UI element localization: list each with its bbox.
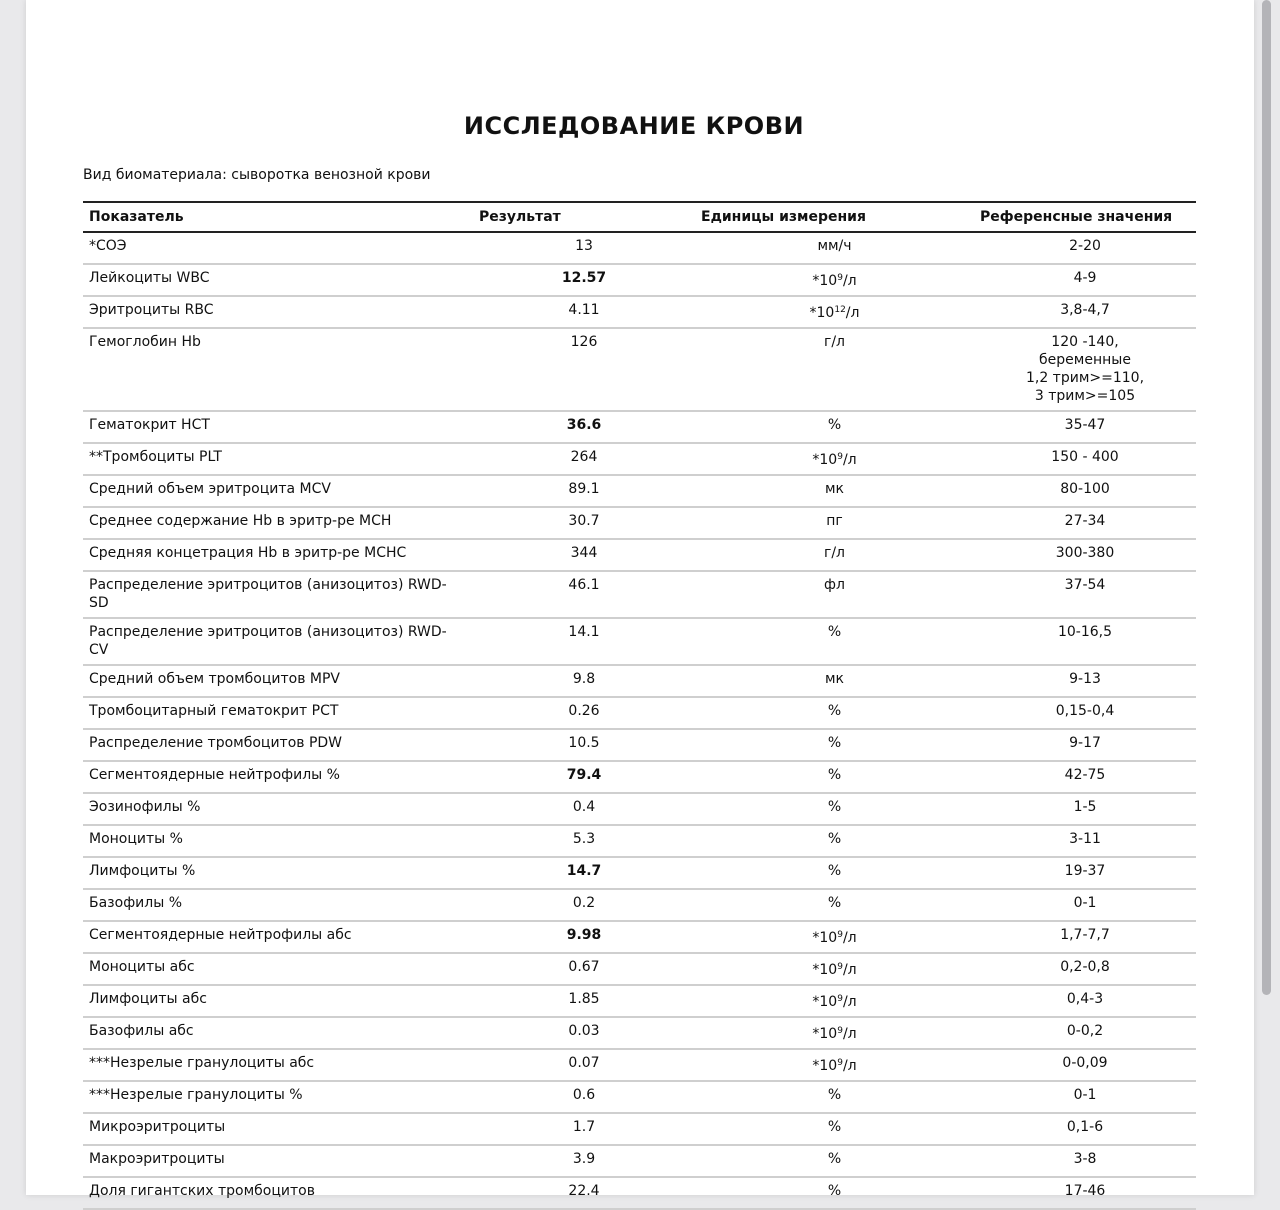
result-value: 0.6 (473, 1081, 695, 1113)
result-value: 0.2 (473, 889, 695, 921)
parameter-name: Лимфоциты % (83, 857, 473, 889)
unit-exponent: 12 (834, 305, 846, 315)
biomaterial-subtitle: Вид биоматериала: сыворотка венозной крови (83, 167, 431, 183)
unit-exponent: 9 (837, 452, 843, 462)
unit-value: $*10^9/л$ (695, 953, 974, 985)
unit-value: % (695, 825, 974, 857)
unit-value: % (695, 761, 974, 793)
table-row (83, 985, 1196, 1017)
reference-range: 42-75 (974, 761, 1196, 793)
parameter-name: Эозинофилы % (83, 793, 473, 825)
table-row (83, 1113, 1196, 1145)
reference-range: 150 - 400 (974, 443, 1196, 475)
unit-value: $*10^9/л$ (695, 443, 974, 475)
unit-value: г/л (695, 539, 974, 571)
unit-value: фл (695, 571, 974, 618)
reference-range: 0,1-6 (974, 1113, 1196, 1145)
unit-value: % (695, 411, 974, 443)
unit-value: пг (695, 507, 974, 539)
unit-value: $*10^9/л$ (695, 1017, 974, 1049)
parameter-name: Макроэритроциты (83, 1145, 473, 1177)
reference-range: 2-20 (974, 232, 1196, 264)
table-row (83, 1017, 1196, 1049)
result-value: 264 (473, 443, 695, 475)
parameter-name: Распределение эритроцитов (анизоцитоз) RWD- SD (83, 571, 473, 618)
result-value: 1.85 (473, 985, 695, 1017)
result-value: 10.5 (473, 729, 695, 761)
table-row (83, 1177, 1196, 1209)
parameter-name: Микроэритроциты (83, 1113, 473, 1145)
parameter-name: **Тромбоциты PLT (83, 443, 473, 475)
reference-range: 120 -140, беременные 1,2 трим>=110, 3 трим>=105 (974, 328, 1196, 411)
unit-value: % (695, 1145, 974, 1177)
result-value: 13 (473, 232, 695, 264)
parameter-name: Распределение эритроцитов (анизоцитоз) RWD- CV (83, 618, 473, 665)
unit-value: мм/ч (695, 232, 974, 264)
result-value: 14.1 (473, 618, 695, 665)
unit-value: $*10^9/л$ (695, 921, 974, 953)
parameter-name: Доля гигантских тромбоцитов (83, 1177, 473, 1209)
result-value: 12.57 (473, 264, 695, 296)
result-value: 5.3 (473, 825, 695, 857)
table-row (83, 857, 1196, 889)
result-value: 344 (473, 539, 695, 571)
unit-value: % (695, 1177, 974, 1209)
reference-range: 0,2-0,8 (974, 953, 1196, 985)
reference-range: 9-13 (974, 665, 1196, 697)
unit-value: % (695, 793, 974, 825)
parameter-name: Базофилы абс (83, 1017, 473, 1049)
parameter-name: Среднее содержание Hb в эритр-ре MCH (83, 507, 473, 539)
reference-range: 3,8-4,7 (974, 296, 1196, 328)
reference-range: 0,4-3 (974, 985, 1196, 1017)
unit-value: % (695, 1113, 974, 1145)
result-value: 3.9 (473, 1145, 695, 1177)
reference-range: 19-37 (974, 857, 1196, 889)
unit-value: % (695, 857, 974, 889)
reference-range: 3-11 (974, 825, 1196, 857)
unit-exponent: 9 (837, 962, 843, 972)
unit-exponent: 9 (837, 1058, 843, 1068)
result-value: 14.7 (473, 857, 695, 889)
parameter-name: *СОЭ (83, 232, 473, 264)
table-row (83, 1081, 1196, 1113)
result-value: 9.98 (473, 921, 695, 953)
reference-range: 4-9 (974, 264, 1196, 296)
reference-range: 9-17 (974, 729, 1196, 761)
unit-value: % (695, 729, 974, 761)
unit-value: г/л (695, 328, 974, 411)
reference-range: 0-1 (974, 1081, 1196, 1113)
unit-exponent: 9 (837, 273, 843, 283)
reference-range: 0-1 (974, 889, 1196, 921)
table-row (83, 296, 1196, 328)
vertical-scrollbar[interactable] (1262, 0, 1271, 995)
table-row (83, 729, 1196, 761)
table-header-row (83, 202, 1196, 232)
column-header-reference: Референсные значения (974, 202, 1196, 232)
parameter-name: Гематокрит HCT (83, 411, 473, 443)
result-value: 46.1 (473, 571, 695, 618)
unit-value: % (695, 618, 974, 665)
column-header-result: Результат (473, 202, 695, 232)
unit-value: % (695, 1081, 974, 1113)
unit-value: мк (695, 665, 974, 697)
table-row (83, 232, 1196, 264)
result-value: 79.4 (473, 761, 695, 793)
table-row (83, 507, 1196, 539)
table-row (83, 825, 1196, 857)
table-row (83, 697, 1196, 729)
table-row (83, 264, 1196, 296)
result-value: 9.8 (473, 665, 695, 697)
table-row (83, 475, 1196, 507)
result-value: 36.6 (473, 411, 695, 443)
unit-exponent: 9 (837, 1026, 843, 1036)
reference-range: 1,7-7,7 (974, 921, 1196, 953)
reference-range: 0-0,2 (974, 1017, 1196, 1049)
result-value: 0.03 (473, 1017, 695, 1049)
parameter-name: ***Незрелые гранулоциты абс (83, 1049, 473, 1081)
reference-range: 0,15-0,4 (974, 697, 1196, 729)
unit-value: $*10^9/л$ (695, 1049, 974, 1081)
reference-range: 35-47 (974, 411, 1196, 443)
parameter-name: Средний объем эритроцита MCV (83, 475, 473, 507)
result-value: 89.1 (473, 475, 695, 507)
table-row (83, 1049, 1196, 1081)
result-value: 0.67 (473, 953, 695, 985)
parameter-name: Сегментоядерные нейтрофилы % (83, 761, 473, 793)
parameter-name: Средний объем тромбоцитов MPV (83, 665, 473, 697)
parameter-name: Сегментоядерные нейтрофилы абс (83, 921, 473, 953)
unit-value: $*10^9/л$ (695, 264, 974, 296)
reference-range: 1-5 (974, 793, 1196, 825)
column-header-units: Единицы измерения (695, 202, 974, 232)
parameter-name: Распределение тромбоцитов PDW (83, 729, 473, 761)
table-row (83, 953, 1196, 985)
parameter-name: ***Незрелые гранулоциты % (83, 1081, 473, 1113)
reference-range: 27-34 (974, 507, 1196, 539)
table-row (83, 1145, 1196, 1177)
result-value: 4.11 (473, 296, 695, 328)
reference-range: 10-16,5 (974, 618, 1196, 665)
result-value: 1.7 (473, 1113, 695, 1145)
unit-value: мк (695, 475, 974, 507)
parameter-name: Средняя концетрация Hb в эритр-ре MCHC (83, 539, 473, 571)
reference-range: 37-54 (974, 571, 1196, 618)
table-row (83, 793, 1196, 825)
parameter-name: Моноциты абс (83, 953, 473, 985)
unit-value: % (695, 697, 974, 729)
reference-range: 17-46 (974, 1177, 1196, 1209)
unit-value: $*10^9/л$ (695, 985, 974, 1017)
result-value: 22.4 (473, 1177, 695, 1209)
table-row (83, 665, 1196, 697)
result-value: 0.26 (473, 697, 695, 729)
result-value: 30.7 (473, 507, 695, 539)
parameter-name: Тромбоцитарный гематокрит PCT (83, 697, 473, 729)
table-row (83, 328, 1196, 411)
reference-range: 300-380 (974, 539, 1196, 571)
unit-value: $*10^{12}/л$ (695, 296, 974, 328)
unit-exponent: 9 (837, 930, 843, 940)
unit-value: % (695, 889, 974, 921)
table-row (83, 889, 1196, 921)
parameter-name: Гемоглобин Hb (83, 328, 473, 411)
result-value: 0.07 (473, 1049, 695, 1081)
parameter-name: Лейкоциты WBC (83, 264, 473, 296)
blood-test-table (83, 201, 1196, 1210)
parameter-name: Моноциты % (83, 825, 473, 857)
reference-range: 3-8 (974, 1145, 1196, 1177)
column-header-parameter: Показатель (83, 202, 473, 232)
table-row (83, 539, 1196, 571)
table-row (83, 921, 1196, 953)
parameter-name: Эритроциты RBC (83, 296, 473, 328)
table-row (83, 618, 1196, 665)
reference-range: 0-0,09 (974, 1049, 1196, 1081)
unit-exponent: 9 (837, 994, 843, 1004)
reference-range: 80-100 (974, 475, 1196, 507)
page-title: ИССЛЕДОВАНИЕ КРОВИ (463, 112, 805, 140)
table-row (83, 571, 1196, 618)
result-value: 0.4 (473, 793, 695, 825)
parameter-name: Лимфоциты абс (83, 985, 473, 1017)
result-value: 126 (473, 328, 695, 411)
table-row (83, 411, 1196, 443)
parameter-name: Базофилы % (83, 889, 473, 921)
table-row (83, 443, 1196, 475)
table-row (83, 761, 1196, 793)
